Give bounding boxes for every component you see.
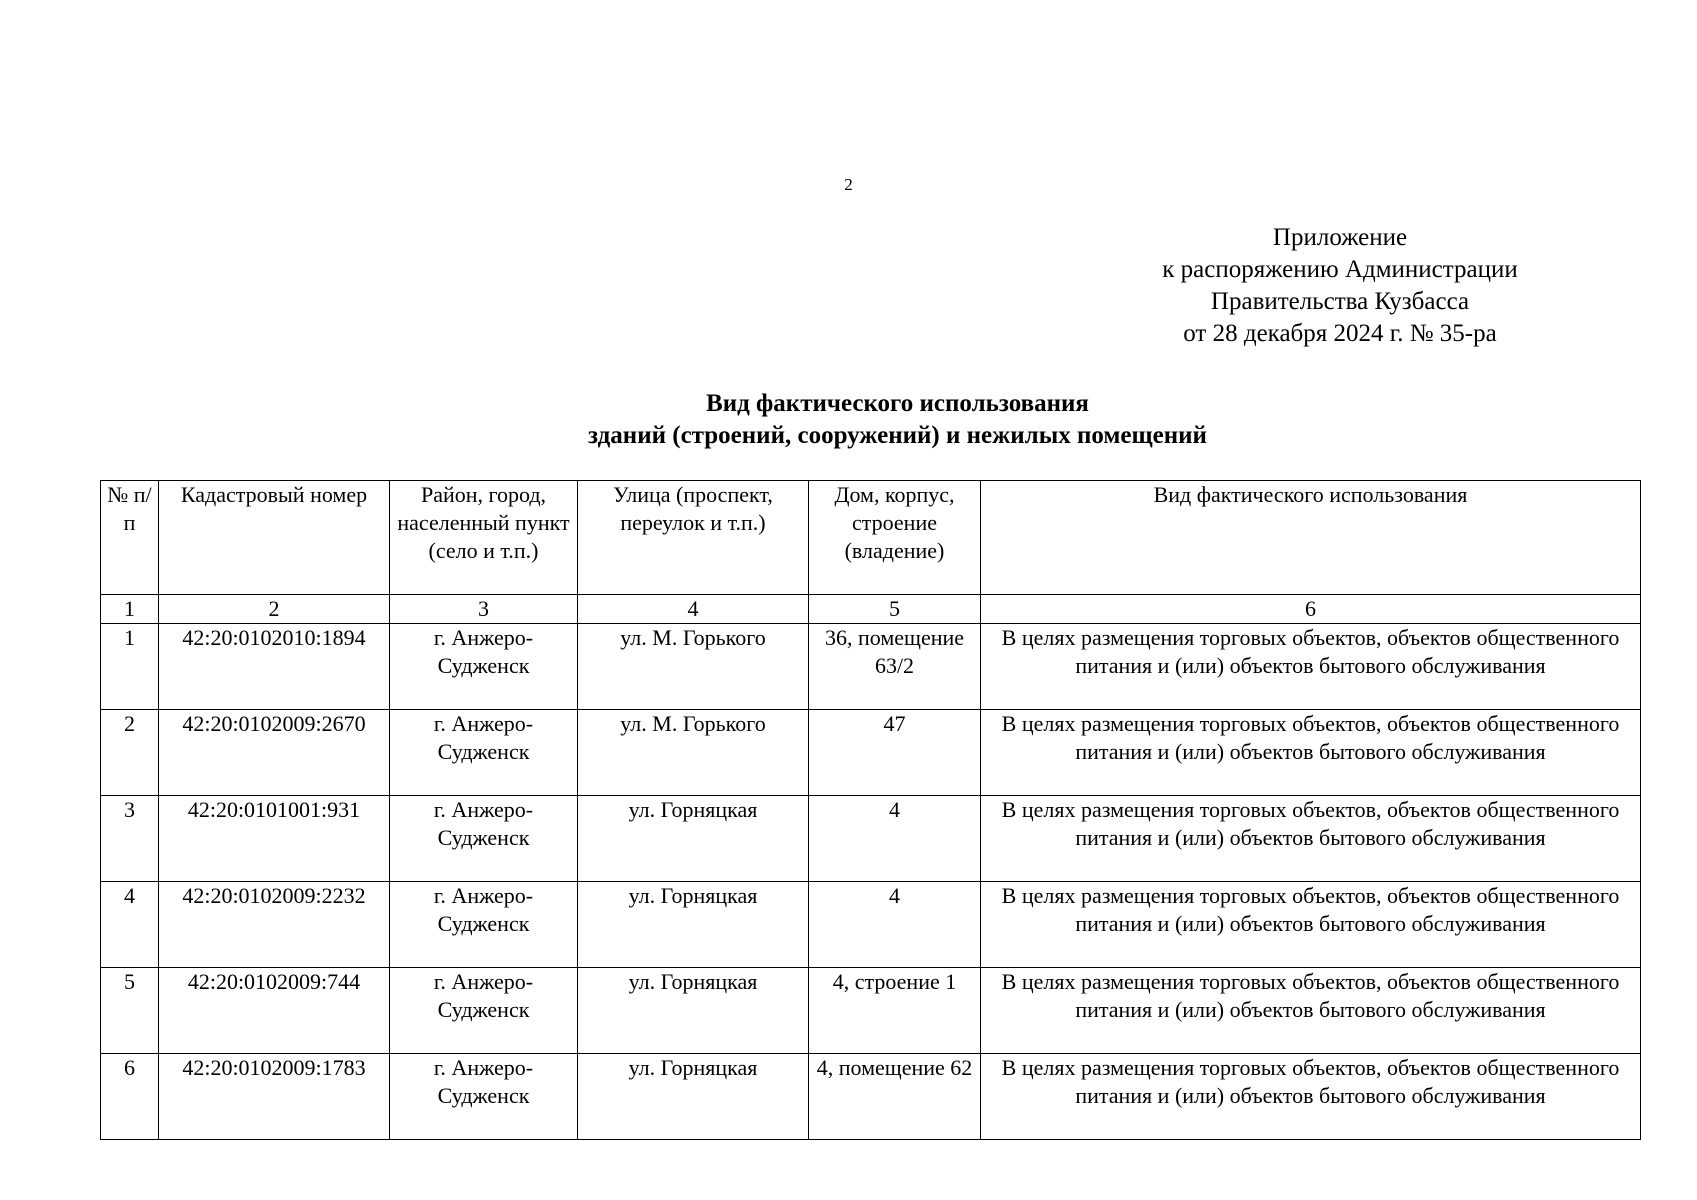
appendix-line: от 28 декабря 2024 г. № 35-ра	[1183, 320, 1497, 347]
cell-num: 5	[101, 968, 159, 1054]
table-row	[101, 796, 1641, 882]
column-number: 5	[809, 595, 981, 624]
cell-num: 3	[101, 796, 159, 882]
cell-locality: г. Анжеро-Судженск	[390, 882, 578, 968]
cell-house: 47	[809, 710, 981, 796]
cell-cadastral: 42:20:0102009:1783	[159, 1054, 390, 1140]
header-cell-num: № п/п	[101, 481, 159, 595]
title-line: Вид фактического использования	[706, 390, 1089, 417]
cell-usage: В целях размещения торговых объектов, объектов общественного питания и (или) объектов бытового обслуживания	[981, 882, 1641, 968]
column-number: 4	[578, 595, 809, 624]
usage-table	[100, 480, 1641, 1140]
document-title	[0, 388, 1697, 452]
column-number: 2	[159, 595, 390, 624]
cell-cadastral: 42:20:0102009:2232	[159, 882, 390, 968]
page-number: 2	[844, 175, 853, 194]
cell-house: 4, помещение 62	[809, 1054, 981, 1140]
cell-cadastral: 42:20:0102010:1894	[159, 624, 390, 710]
cell-locality: г. Анжеро-Судженск	[390, 1054, 578, 1140]
table-row	[101, 1054, 1641, 1140]
column-number: 1	[101, 595, 159, 624]
cell-usage: В целях размещения торговых объектов, объектов общественного питания и (или) объектов бытового обслуживания	[981, 624, 1641, 710]
cell-street: ул. Горняцкая	[578, 796, 809, 882]
table-row	[101, 624, 1641, 710]
appendix-block	[1110, 222, 1570, 350]
cell-num: 6	[101, 1054, 159, 1140]
cell-usage: В целях размещения торговых объектов, объектов общественного питания и (или) объектов бытового обслуживания	[981, 710, 1641, 796]
appendix-line: к распоряжению Администрации	[1162, 256, 1518, 283]
cell-street: ул. Горняцкая	[578, 1054, 809, 1140]
header-cell-house: Дом, корпус, строение (владение)	[809, 481, 981, 595]
header-cell-usage: Вид фактического использования	[981, 481, 1641, 595]
header-cell-locality: Район, город, населенный пункт (село и т.п.)	[390, 481, 578, 595]
cell-num: 1	[101, 624, 159, 710]
cell-num: 2	[101, 710, 159, 796]
column-number-row	[101, 595, 1641, 624]
cell-cadastral: 42:20:0101001:931	[159, 796, 390, 882]
header-row	[101, 481, 1641, 595]
table-header	[101, 481, 1641, 595]
title-line: зданий (строений, сооружений) и нежилых помещений	[588, 422, 1207, 449]
table-row	[101, 882, 1641, 968]
cell-cadastral: 42:20:0102009:744	[159, 968, 390, 1054]
cell-house: 4, строение 1	[809, 968, 981, 1054]
cell-locality: г. Анжеро-Судженск	[390, 968, 578, 1054]
cell-locality: г. Анжеро-Судженск	[390, 624, 578, 710]
cell-house: 36, помещение 63/2	[809, 624, 981, 710]
cell-usage: В целях размещения торговых объектов, объектов общественного питания и (или) объектов бытового обслуживания	[981, 796, 1641, 882]
cell-house: 4	[809, 796, 981, 882]
cell-locality: г. Анжеро-Судженск	[390, 710, 578, 796]
table-row	[101, 710, 1641, 796]
header-cell-cadastral: Кадастровый номер	[159, 481, 390, 595]
cell-cadastral: 42:20:0102009:2670	[159, 710, 390, 796]
cell-street: ул. М. Горького	[578, 710, 809, 796]
cell-locality: г. Анжеро-Судженск	[390, 796, 578, 882]
cell-usage: В целях размещения торговых объектов, объектов общественного питания и (или) объектов бытового обслуживания	[981, 968, 1641, 1054]
table-body	[101, 595, 1641, 1140]
header-cell-street: Улица (проспект, переулок и т.п.)	[578, 481, 809, 595]
column-number: 3	[390, 595, 578, 624]
cell-house: 4	[809, 882, 981, 968]
cell-street: ул. Горняцкая	[578, 968, 809, 1054]
cell-street: ул. Горняцкая	[578, 882, 809, 968]
column-number: 6	[981, 595, 1641, 624]
table-row	[101, 968, 1641, 1054]
cell-num: 4	[101, 882, 159, 968]
appendix-line: Приложение	[1272, 224, 1408, 251]
cell-street: ул. М. Горького	[578, 624, 809, 710]
appendix-line: Правительства Кузбасса	[1210, 288, 1470, 315]
cell-usage: В целях размещения торговых объектов, объектов общественного питания и (или) объектов бытового обслуживания	[981, 1054, 1641, 1140]
